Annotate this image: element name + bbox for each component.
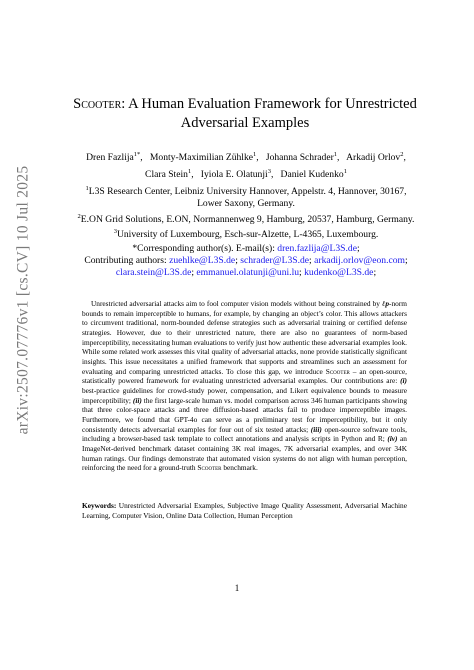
affiliation-1-line2: Lower Saxony, Germany. <box>197 198 295 210</box>
author-mark: 1 <box>333 151 338 158</box>
corresponding-author-line <box>55 243 437 255</box>
author-mark: 1 <box>343 168 347 176</box>
affiliation-3-text: University of Luxembourg, Esch-sur-Alzette, L-4365, Luxembourg. <box>116 229 379 241</box>
keywords-label: Keywords: <box>82 501 117 510</box>
author-mark: 1* <box>133 151 141 158</box>
author-mark: 2 <box>400 151 404 158</box>
contribution-marker: (ii) <box>132 395 142 405</box>
contributing-prefix: Contributing authors: <box>84 255 170 267</box>
contribution-marker: (iv) <box>387 434 398 444</box>
abstract-text: Unrestricted adversarial attacks aim to fool computer vision models without being constrained by <box>91 299 383 308</box>
abstract-paragraph <box>82 299 407 473</box>
title-line2: Adversarial Examples <box>180 115 310 131</box>
abstract-text: open-source software tools, including a browser-based task template to collect annotations and analysis scripts in Python and R; <box>82 424 407 444</box>
author-mark: 1 <box>187 168 192 176</box>
page-number: 1 <box>234 583 240 593</box>
separator: ; <box>235 255 238 267</box>
contribution-marker: (i) <box>400 376 407 386</box>
lp-norm-symbol: ℓp <box>382 299 390 308</box>
framework-name: Scooter <box>197 463 222 473</box>
contribution-marker: (iii) <box>310 424 322 434</box>
affiliations <box>60 183 432 241</box>
separator: ; <box>309 255 312 267</box>
contact-block <box>55 243 437 280</box>
abstract-text: best-practice guidelines for crowd-study power, compensation, and Likert equivalence bounds to measure imperceptibility; <box>82 385 407 405</box>
author-name: Johanna Schrader <box>265 152 334 164</box>
affiliation-1 <box>60 183 432 198</box>
author-name: Iyiola E. Olatunji <box>200 169 268 181</box>
affiliation-2 <box>60 211 432 226</box>
separator: ; <box>356 243 360 254</box>
title-line1-rest: : A Human Evaluation Framework for Unrestricted <box>121 96 417 112</box>
author-name: Arkadij Orlov <box>346 152 401 164</box>
arxiv-id-text: arXiv:2507.07776v1 [cs.CV] 10 Jul 2025 <box>14 165 32 435</box>
contributing-authors-line <box>55 255 437 267</box>
keywords-text: Unrestricted Adversarial Examples, Subjective Image Quality Assessment, Adversarial Machine Learning, Computer Vision, Online Data Collection, Human Perception <box>82 501 407 520</box>
abstract-text: – an open-source, statistically powered framework for evaluating unrestricted adversarial examples. Our contributions are: <box>82 366 407 386</box>
affiliation-mark: 3 <box>113 227 117 235</box>
paper-title <box>70 95 420 133</box>
separator: ; <box>191 267 194 279</box>
email-link[interactable]: zuehlke@L3S.de <box>169 255 236 267</box>
keywords-paragraph <box>82 501 407 520</box>
author-name: Clara Stein <box>145 169 188 181</box>
contributing-authors-line-2 <box>55 267 437 279</box>
separator: ; <box>405 255 408 267</box>
arxiv-identifier-stamp <box>12 140 34 460</box>
email-link[interactable]: arkadij.orlov@eon.com <box>314 255 406 267</box>
author-mark: 1 <box>253 151 257 158</box>
author-list: Dren Fazlija$^{1*}$, Monty-Maximilian Zühlke$^1$, Johanna Schrader$^1$, Arkadij Orlov$^2$, Clara Stein$^1$, Iyiola E. Olatunji$^3$, Daniel Kudenko$^1$ <box>86 151 406 181</box>
separator: ; <box>373 267 377 279</box>
framework-name: Scooter <box>325 366 350 376</box>
email-link[interactable]: dren.fazlija@L3S.de <box>277 243 357 254</box>
affiliation-mark: 1 <box>85 185 89 192</box>
affiliation-2-text: E.ON Grid Solutions, E.ON, Normannenweg 9, Hamburg, 20537, Hamburg, Germany. <box>80 213 415 225</box>
author-name: Monty-Maximilian Zühlke <box>149 152 254 164</box>
title-framework-name: Scooter <box>73 96 122 112</box>
affiliation-3 <box>60 226 432 241</box>
separator: ; <box>299 267 302 279</box>
email-link[interactable]: kudenko@L3S.de <box>304 267 374 279</box>
abstract-text: the first large-scale human vs. model comparison across 346 human participants showing that three color-space attacks and three diffusion-based attacks fail to produce imperceptible images. Furthermore, we found that GPT-4o can serve as a preliminary test for imperceptibility, but it only consistently detects adversarial examples for four out of six tested attacks; <box>82 395 407 434</box>
abstract-text: -norm bounds to remain imperceptible to humans, for example, by changing an object’s color. This allows attackers to circumvent traditional, norm-bounded defense strategies such as adversarial training or certified defense strategies. However, due to their unrestricted nature, there are also no guarantees of norm-based imperceptibility, necessitating human evaluations to verify just how authentic these adversarial examples look. While some related work assesses this vital quality of adversarial attacks, none provide statistically significant insights. This issue necessitates a unified framework that supports and streamlines such an assessment for evaluating and comparing unrestricted attacks. To close this gap, we introduce <box>82 299 408 376</box>
email-link[interactable]: schrader@L3S.de <box>240 255 310 267</box>
author-name: Dren Fazlija <box>86 152 134 164</box>
author-name: Daniel Kudenko <box>280 169 344 181</box>
abstract-text: benchmark. <box>221 463 258 473</box>
affiliation-1-line1: L3S Research Center, Leibniz University Hannover, Appelstr. 4, Hannover, 30167, <box>88 186 407 198</box>
email-link[interactable]: emmanuel.olatunji@uni.lu <box>196 267 300 279</box>
affiliation-mark: 2 <box>77 212 81 220</box>
author-mark: 3 <box>267 168 271 176</box>
corresponding-prefix: *Corresponding author(s). E-mail(s): <box>132 243 278 254</box>
email-link[interactable]: clara.stein@L3S.de <box>115 267 192 279</box>
abstract-text: an ImageNet-derived benchmark dataset containing 3K real images, 7K adversarial examples, and over 34K human ratings. Our findings demonstrate that automated vision systems do not align with human perception, reinforcing the need for a ground-truth <box>82 434 407 473</box>
